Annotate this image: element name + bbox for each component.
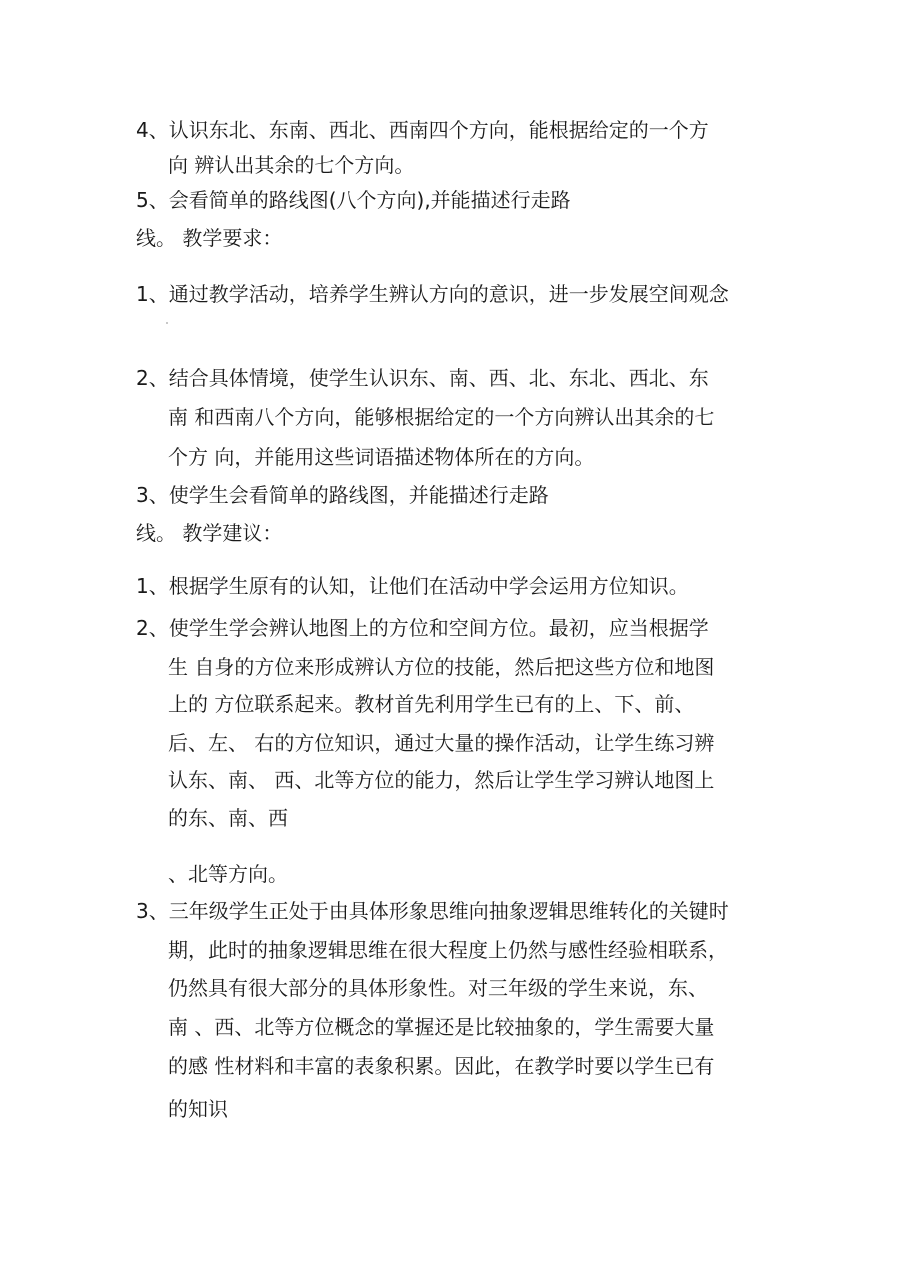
stray-dot — [166, 322, 168, 324]
text-line: 1、通过教学活动，培养学生辨认方向的意识，进一步发展空间观念 — [136, 282, 729, 306]
text-line: 线。 教学建议： — [136, 521, 283, 545]
text-line: 个方 向，并能用这些词语描述物体所在的方向。 — [168, 445, 595, 469]
text-line: 的感 性材料和丰富的表象积累。因此，在教学时要以学生已有 — [168, 1054, 715, 1078]
text-line: 后、左、 右的方位知识，通过大量的操作活动，让学生练习辨 — [168, 731, 715, 755]
text-line: 4、认识东北、东南、西北、西南四个方向，能根据给定的一个方 — [136, 118, 709, 142]
text-line: 认东、南、 西、北等方位的能力，然后让学生学习辨认地图上 — [168, 768, 715, 792]
text-line: 向 辨认出其余的七个方向。 — [168, 153, 415, 177]
text-line: 2、结合具体情境，使学生认识东、南、西、北、东北、西北、东 — [136, 366, 709, 390]
text-line: 、北等方向。 — [168, 862, 288, 886]
text-line: 线。 教学要求： — [136, 226, 283, 250]
text-line: 南 、西、北等方位概念的掌握还是比较抽象的，学生需要大量 — [168, 1015, 715, 1039]
text-line: 5、会看简单的路线图(八个方向),并能描述行走路 — [136, 188, 571, 212]
text-line: 1、根据学生原有的认知，让他们在活动中学会运用方位知识。 — [136, 574, 689, 598]
text-line: 3、三年级学生正处于由具体形象思维向抽象逻辑思维转化的关键时 — [136, 899, 729, 923]
text-line: 生 自身的方位来形成辨认方位的技能，然后把这些方位和地图 — [168, 655, 715, 679]
text-line: 仍然具有很大部分的具体形象性。对三年级的学生来说，东、 — [168, 976, 708, 1000]
text-line: 3、使学生会看简单的路线图，并能描述行走路 — [136, 483, 549, 507]
text-line: 2、使学生学会辨认地图上的方位和空间方位。最初，应当根据学 — [136, 616, 709, 640]
text-line: 上的 方位联系起来。教材首先利用学生已有的上、下、前、 — [168, 692, 695, 716]
text-line: 的东、南、西 — [168, 806, 288, 830]
text-line: 南 和西南八个方向，能够根据给定的一个方向辨认出其余的七 — [168, 405, 715, 429]
text-line: 的知识 — [168, 1097, 228, 1121]
text-line: 期，此时的抽象逻辑思维在很大程度上仍然与感性经验相联系， — [168, 938, 728, 962]
